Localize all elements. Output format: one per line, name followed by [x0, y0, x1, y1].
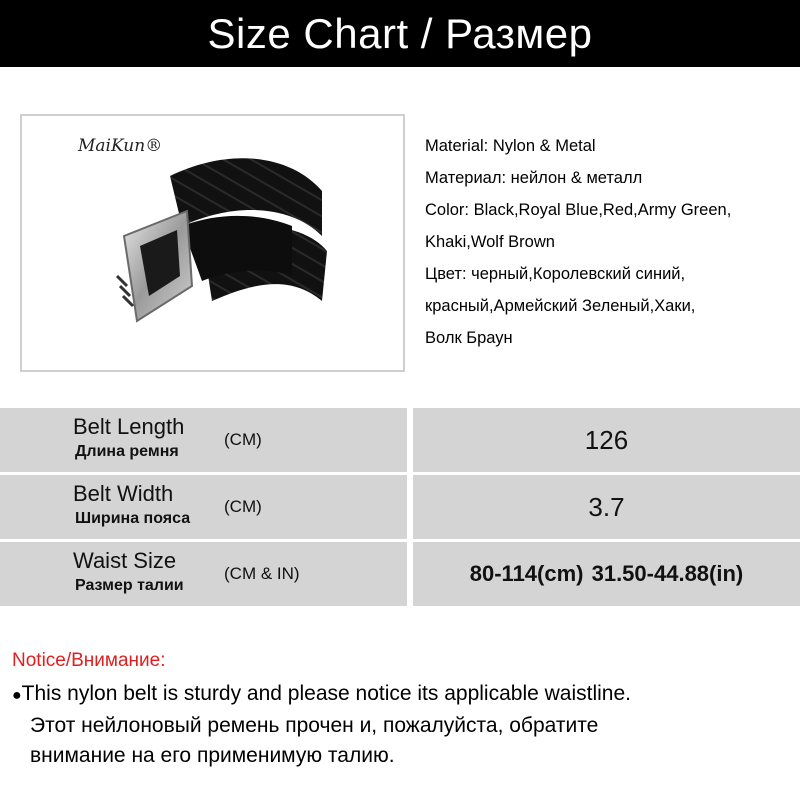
spec-line: Материал: нейлон & металл [425, 169, 643, 187]
row-value-cell [413, 408, 800, 472]
row-label-cell [0, 542, 407, 606]
spec-line: Material: Nylon & Metal [425, 137, 596, 155]
spec-line: Khaki,Wolf Brown [425, 233, 555, 251]
row-label-cell [0, 408, 407, 472]
spec-line: Цвет: черный,Королевский синий, [425, 265, 686, 283]
notice-text-en: This nylon belt is sturdy and please notice its applicable waistline. [21, 682, 631, 705]
bullet-icon: ● [12, 687, 22, 704]
row-label-cell [0, 475, 407, 539]
label-ru: Размер талии [75, 577, 184, 594]
table-row [0, 475, 800, 539]
product-image-frame [20, 114, 405, 372]
row-value-cell [413, 475, 800, 539]
product-specs [425, 130, 785, 354]
label-en: Belt Length [73, 414, 185, 439]
unit: (CM & IN) [224, 564, 300, 583]
notice-line-ru-2: внимание на его применимую талию. [30, 744, 395, 767]
spec-line: Color: Black,Royal Blue,Red,Army Green, [425, 201, 732, 219]
unit: (CM) [224, 430, 262, 449]
table-row [0, 542, 800, 606]
row-value: 80-114(cm) 31.50-44.88(in) [469, 561, 744, 586]
notice-title: Notice/Внимание: [12, 650, 166, 671]
brand-logo: MaiKun® [78, 136, 163, 156]
spec-line: красный,Армейский Зеленый,Хаки, [425, 297, 696, 315]
page-title: Size Chart / Размер [207, 9, 593, 57]
notice-line-en [12, 682, 631, 706]
label-en: Waist Size [73, 548, 177, 573]
notice-line-ru-1: Этот нейлоновый ремень прочен и, пожалуйста, обратите [30, 714, 599, 737]
label-ru: Длина ремня [75, 443, 179, 460]
label-ru: Ширина пояса [75, 510, 191, 527]
row-value-cell [413, 542, 800, 606]
label-en: Belt Width [73, 481, 174, 506]
row-value: 3.7 [588, 491, 625, 522]
table-row [0, 408, 800, 472]
spec-line: Волк Браун [425, 329, 513, 347]
unit: (CM) [224, 497, 262, 516]
page-header [0, 0, 800, 67]
size-table [0, 408, 800, 608]
row-value: 126 [584, 424, 629, 455]
